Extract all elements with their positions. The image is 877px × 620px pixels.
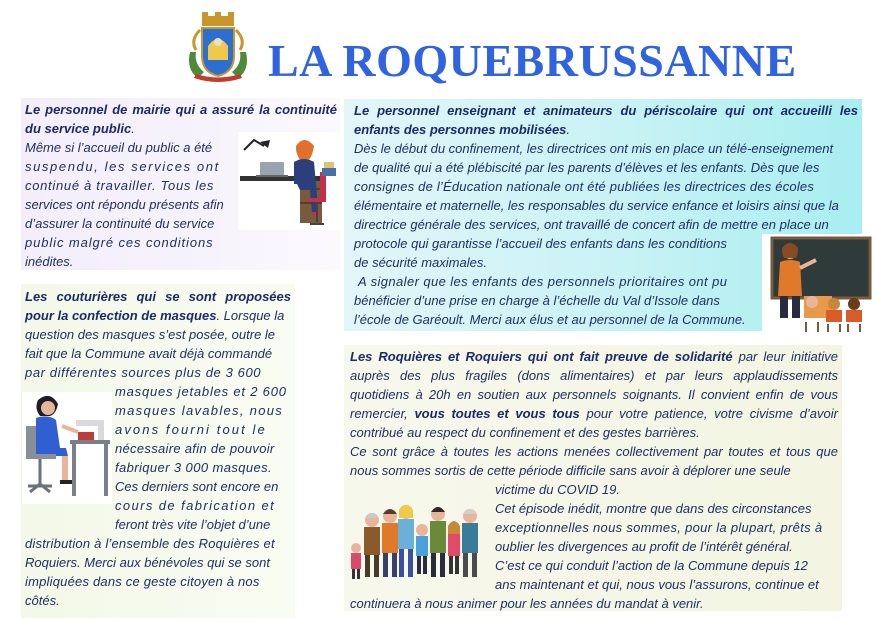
paragraph-line: continué à travailler. Tous les <box>25 178 215 193</box>
paragraph-line: suspendu, les services ont <box>25 159 220 174</box>
section-heading-couturieres: Les couturières qui se sont proposées pour la confection de masques. Lorsque la <box>25 289 291 323</box>
page-header <box>0 0 877 94</box>
highlight-vous-toutes: vous toutes et vous tous <box>414 406 580 421</box>
paragraph-line: de qualité qui a été plébiscité par les parents d’élèves et les enfants. Dès que les <box>354 160 820 175</box>
section-heading-solidarite: Les Roquières et Roquiers qui ont fait preuve de solidarité <box>350 349 733 364</box>
paragraph-line: avons fourni tout le <box>115 422 267 437</box>
paragraph-line: directrice générale des services, ont travaillé de concert afin de mettre en place un <box>354 217 829 232</box>
paragraph-line: public malgré ces conditions <box>25 235 214 250</box>
paragraph-line: question des masques s’est posée, outre le <box>25 327 276 342</box>
family-group-icon <box>346 490 486 586</box>
paragraph-line: ans maintenant et qui, nous vous l’assurons, continue et <box>495 577 819 592</box>
paragraph-line: victime du COVID 19. <box>495 482 620 497</box>
paragraph-line: continuera à nous animer pour les années du mandat à venir. <box>350 596 704 611</box>
paragraph-line: nécessaire afin de pouvoir <box>115 441 275 456</box>
paragraph-solidarite: Les Roquières et Roquiers qui ont fait preuve de solidarité par leur initiative auprès des plus fragiles (dons alimentaires) et par leurs applaudissements quotidiens à 20h en soutien aux personnels soignants. Il convient enfin de vous remercier, vous toutes et vous tous pour votre patience, votre civisme d’avoir contribué au respect du confinement et des gestes barrières. <box>350 349 838 440</box>
paragraph-line: élémentaire et maternelle, les responsables du service enfance et loisirs ainsi que la <box>354 198 839 213</box>
page-title: LA ROQUEBRUSSANNE <box>268 35 797 86</box>
paragraph-line: services ont répondu présents afin <box>25 197 224 212</box>
paragraph-line: par différentes sources plus de 3 600 <box>25 365 262 380</box>
paragraph-line: Roquiers. Merci aux bénévoles qui se sont <box>25 555 270 570</box>
paragraph-line: impliquées dans ce geste citoyen à nos <box>25 574 260 589</box>
paragraph-line: A signaler que les enfants des personnels prioritaires ont pu <box>358 274 728 289</box>
paragraph-line: fabriquer 3 000 masques. <box>115 460 273 475</box>
paragraph-line: Dès le début du confinement, les directrices ont mis en place un télé-enseignement <box>354 141 834 156</box>
paragraph-line: exceptionnelles nous sommes, pour la plupart, prêts à <box>495 520 823 535</box>
paragraph-line: Même si l’accueil du public a été <box>25 140 213 155</box>
paragraph-line: d’assurer la continuité du service <box>25 216 215 231</box>
paragraph-line: masques jetables et 2 600 <box>115 384 287 399</box>
paragraph-line: Cet épisode inédit, montre que dans des circonstances <box>495 501 812 516</box>
paragraph-line: consignes de l’Éducation nationale ont été publiées les directrices des écoles <box>354 179 815 194</box>
paragraph-line: feront très vite l’objet d’une <box>115 517 271 532</box>
teacher-with-pupils-icon <box>762 234 872 334</box>
paragraph-line: inédites. <box>25 254 74 269</box>
paragraph-line: cours de fabrication et <box>115 498 276 513</box>
paragraph-line: distribution à l’ensemble des Roquières et <box>25 536 275 551</box>
paragraph-line: Ces derniers sont encore en <box>115 479 279 494</box>
section-heading-enseignant: Le personnel enseignant et animateurs du périscolaire qui ont accueilli les enfants des personnes mobilisées. <box>354 103 858 137</box>
paragraph-line: masques lavables, nous <box>115 403 284 418</box>
office-worker-at-desk-icon <box>238 132 342 230</box>
paragraph-line: C’est ce qui conduit l’action de la Commune depuis 12 <box>495 558 808 573</box>
paragraph-line: bénéficier d’une prise en charge à l’échelle du Val d’Issole dans <box>354 293 720 308</box>
paragraph-line: côtés. <box>25 593 60 608</box>
seamstress-at-sewing-machine-icon <box>22 392 112 504</box>
paragraph-line: fait que la Commune avait déjà commandé <box>25 346 273 361</box>
paragraph-actions: Ce sont grâce à toutes les actions menées collectivement par toutes et tous que nous sommes sortis de cette période difficile sans avoir à déplorer une seule <box>350 444 838 478</box>
town-coat-of-arms-icon <box>184 12 252 84</box>
paragraph-line: protocole qui garantisse l’accueil des enfants dans les conditions <box>354 236 727 251</box>
paragraph-line: l’école de Garéoult. Merci aux élus et au personnel de la Commune. <box>354 312 746 327</box>
paragraph-line: de sécurité maximales. <box>354 255 487 270</box>
section-heading-mairie: Le personnel de mairie qui a assuré la continuité du service public. <box>25 102 337 136</box>
paragraph-line: oublier les divergences au profit de l’intérêt général. <box>495 539 793 554</box>
